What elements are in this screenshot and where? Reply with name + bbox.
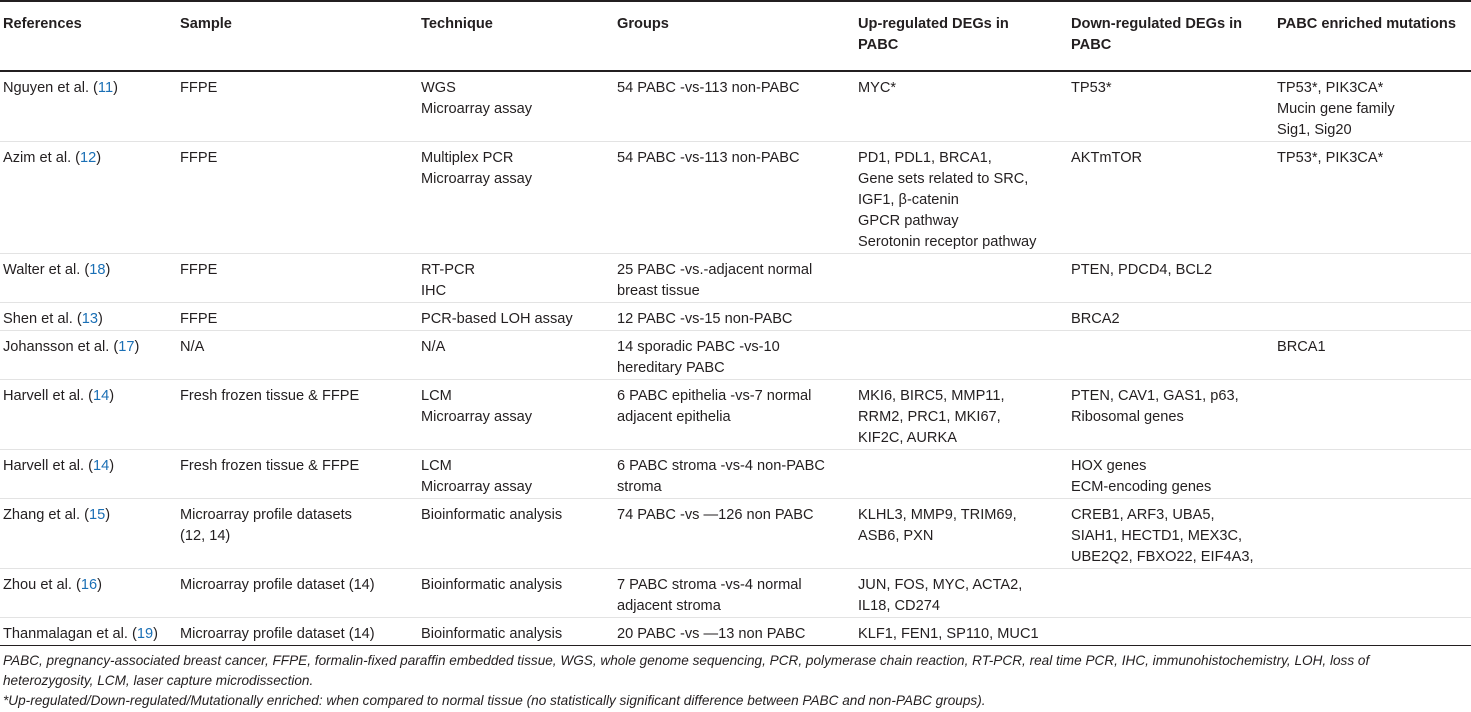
cell-line: Microarray assay	[421, 101, 533, 117]
cell-line: BRCA1	[1277, 339, 1326, 355]
cell-technique	[418, 142, 614, 254]
cell-technique	[418, 569, 614, 618]
reference-author: Zhang et al.	[3, 507, 81, 523]
cell-line: 25 PABC -vs.-adjacent normal	[617, 262, 813, 278]
cell-line: Mucin gene family	[1277, 101, 1395, 117]
cell-technique	[418, 71, 614, 142]
cell-reference: Harvell et al. (14)	[3, 458, 115, 474]
cell-line: 6 PABC stroma -vs-4 non-PABC	[617, 458, 825, 474]
cell-line: ASB6, PXN	[858, 528, 934, 544]
cell-mutations	[1274, 142, 1471, 254]
cell-line: N/A	[421, 339, 446, 355]
cell-groups	[614, 142, 855, 254]
cell-down-regulated	[1068, 450, 1274, 499]
header-mutations: PABC enriched mutations	[1274, 1, 1471, 71]
cell-line: adjacent epithelia	[617, 409, 731, 425]
cell-sample	[177, 499, 418, 569]
cell-line: ECM-encoding genes	[1071, 479, 1212, 495]
cell-line: breast tissue	[617, 283, 700, 299]
cell-line: Fresh frozen tissue & FFPE	[180, 458, 360, 474]
cell-sample	[177, 142, 418, 254]
cell-mutations	[1274, 569, 1471, 618]
cell-line: JUN, FOS, MYC, ACTA2,	[858, 577, 1023, 593]
cell-line: HOX genes	[1071, 458, 1147, 474]
cell-mutations	[1274, 303, 1471, 331]
header-groups: Groups	[614, 1, 855, 71]
cell-down-regulated	[1068, 254, 1274, 303]
cell-line: Bioinformatic analysis	[421, 577, 563, 593]
cell-line: 20 PABC -vs —13 non PABC	[617, 626, 806, 642]
cell-line: MYC*	[858, 80, 897, 96]
cell-groups	[614, 71, 855, 142]
cell-line: Fresh frozen tissue & FFPE	[180, 388, 360, 404]
cell-up-regulated	[855, 142, 1068, 254]
cell-line: Serotonin receptor pathway	[858, 234, 1037, 250]
cell-line: PCR-based LOH assay	[421, 311, 573, 327]
cell-sample	[177, 303, 418, 331]
cell-technique	[418, 499, 614, 569]
cell-sample	[177, 618, 418, 646]
cell-mutations	[1274, 450, 1471, 499]
cell-reference: Harvell et al. (14)	[3, 388, 115, 404]
cell-line: RT-PCR	[421, 262, 476, 278]
cell-up-regulated	[855, 331, 1068, 380]
footnotes	[3, 651, 1463, 711]
reference-author: Johansson et al.	[3, 339, 110, 355]
table-row	[0, 303, 1471, 331]
cell-down-regulated	[1068, 380, 1274, 450]
cell-sample	[177, 450, 418, 499]
cell-line: IHC	[421, 283, 447, 299]
reference-author: Shen et al.	[3, 311, 73, 327]
cell-groups	[614, 380, 855, 450]
reference-author: Nguyen et al.	[3, 80, 89, 96]
cell-line: adjacent stroma	[617, 598, 721, 614]
cell-groups	[614, 450, 855, 499]
cell-down-regulated	[1068, 331, 1274, 380]
cell-line: Bioinformatic analysis	[421, 507, 563, 523]
cell-up-regulated	[855, 71, 1068, 142]
cell-line: Microarray profile dataset (14)	[180, 577, 375, 593]
table-body	[0, 71, 1471, 646]
cell-mutations	[1274, 499, 1471, 569]
cell-reference: Thanmalagan et al. (19)	[3, 626, 158, 642]
cell-line: stroma	[617, 479, 662, 495]
cell-line: Microarray assay	[421, 171, 533, 187]
cell-line: FFPE	[180, 80, 218, 96]
cell-line: 54 PABC -vs-113 non-PABC	[617, 150, 800, 166]
cell-mutations	[1274, 254, 1471, 303]
cell-down-regulated	[1068, 71, 1274, 142]
footnote-abbreviations	[3, 651, 1463, 691]
cell-reference: Zhou et al. (16)	[3, 577, 102, 593]
table-header	[0, 1, 1471, 71]
cell-line: BRCA2	[1071, 311, 1120, 327]
cell-line: KLF1, FEN1, SP110, MUC1	[858, 626, 1039, 642]
cell-line: FFPE	[180, 311, 218, 327]
reference-link[interactable]: 15	[89, 507, 106, 523]
cell-technique	[418, 254, 614, 303]
reference-link[interactable]: 16	[80, 577, 98, 593]
header-sample: Sample	[177, 1, 418, 71]
cell-line: MKI6, BIRC5, MMP11,	[858, 388, 1005, 404]
cell-technique	[418, 618, 614, 646]
cell-up-regulated	[855, 254, 1068, 303]
cell-up-regulated	[855, 569, 1068, 618]
cell-reference: Shen et al. (13)	[3, 311, 103, 327]
footnote-line: PABC, pregnancy-associated breast cancer, FFPE, formalin-fixed paraffin embedded tissue, WGS, whole genome sequencing, PCR, polymerase chain reaction, RT-PCR, real time PCR, IHC, immunohistochemistry, LOH, loss of	[3, 653, 1370, 668]
cell-reference: Nguyen et al. (11)	[3, 80, 118, 96]
cell-technique	[418, 450, 614, 499]
table-row	[0, 71, 1471, 142]
cell-line: CREB1, ARF3, UBA5,	[1071, 507, 1215, 523]
header-row	[0, 1, 1471, 71]
reference-link[interactable]: 14	[93, 388, 110, 404]
cell-line: LCM	[421, 458, 452, 474]
cell-sample	[177, 331, 418, 380]
cell-reference: Zhang et al. (15)	[3, 507, 111, 523]
table-row	[0, 618, 1471, 646]
cell-line: 14 sporadic PABC -vs-10	[617, 339, 780, 355]
reference-link[interactable]: 13	[81, 311, 98, 327]
table-row	[0, 254, 1471, 303]
cell-up-regulated	[855, 303, 1068, 331]
cell-line: Sig1, Sig20	[1277, 122, 1352, 138]
cell-sample	[177, 569, 418, 618]
cell-reference: Johansson et al. (17)	[3, 339, 140, 355]
cell-up-regulated	[855, 499, 1068, 569]
cell-mutations	[1274, 380, 1471, 450]
reference-author: Zhou et al.	[3, 577, 72, 593]
cell-line: Microarray assay	[421, 409, 533, 425]
cell-line: hereditary PABC	[617, 360, 725, 376]
table-row	[0, 569, 1471, 618]
cell-line: KIF2C, AURKA	[858, 430, 957, 446]
cell-groups	[614, 331, 855, 380]
cell-line: (12, 14)	[180, 528, 231, 544]
cell-groups	[614, 303, 855, 331]
reference-link[interactable]: 17	[118, 339, 135, 355]
cell-mutations	[1274, 331, 1471, 380]
cell-line: 74 PABC -vs —126 non PABC	[617, 507, 814, 523]
cell-groups	[614, 569, 855, 618]
cell-line: 54 PABC -vs-113 non-PABC	[617, 80, 800, 96]
reference-link[interactable]: 14	[93, 458, 110, 474]
cell-sample	[177, 380, 418, 450]
cell-down-regulated	[1068, 303, 1274, 331]
cell-line: PD1, PDL1, BRCA1,	[858, 150, 992, 166]
reference-author: Walter et al.	[3, 262, 81, 278]
cell-line: SIAH1, HECTD1, MEX3C,	[1071, 528, 1243, 544]
header-technique: Technique	[418, 1, 614, 71]
cell-sample	[177, 71, 418, 142]
cell-down-regulated	[1068, 569, 1274, 618]
reference-author: Azim et al.	[3, 150, 72, 166]
cell-line: FFPE	[180, 262, 218, 278]
reference-link[interactable]: 19	[136, 626, 154, 642]
footnote-asterisk: *Up-regulated/Down-regulated/Mutationally enriched: when compared to normal tissue (no statistically significant difference between PABC and non-PABC groups).	[3, 693, 986, 708]
cell-down-regulated	[1068, 142, 1274, 254]
cell-line: Microarray assay	[421, 479, 533, 495]
cell-line: WGS	[421, 80, 456, 96]
cell-line: GPCR pathway	[858, 213, 959, 229]
cell-down-regulated	[1068, 618, 1274, 646]
cell-line: IL18, CD274	[858, 598, 940, 614]
cell-line: TP53*, PIK3CA*	[1277, 150, 1384, 166]
reference-author: Thanmalagan et al.	[3, 626, 128, 642]
footnote-line: heterozygosity, LCM, laser capture microdissection.	[3, 673, 314, 688]
cell-line: AKTmTOR	[1071, 150, 1143, 166]
cell-line: TP53*	[1071, 80, 1112, 96]
cell-mutations	[1274, 618, 1471, 646]
cell-reference: Azim et al. (12)	[3, 150, 102, 166]
cell-up-regulated	[855, 380, 1068, 450]
cell-groups	[614, 499, 855, 569]
cell-line: Microarray profile dataset (14)	[180, 626, 375, 642]
reference-link[interactable]: 11	[97, 80, 114, 96]
cell-up-regulated	[855, 618, 1068, 646]
cell-line: TP53*, PIK3CA*	[1277, 80, 1384, 96]
reference-link[interactable]: 12	[80, 150, 97, 166]
cell-up-regulated	[855, 450, 1068, 499]
cell-line: UBE2Q2, FBXO22, EIF4A3,	[1071, 549, 1254, 565]
table-row	[0, 331, 1471, 380]
cell-line: IGF1, β-catenin	[858, 192, 959, 208]
cell-technique	[418, 380, 614, 450]
header-up-regulated: Up-regulated DEGs in PABC	[855, 1, 1068, 71]
table-row	[0, 142, 1471, 254]
cell-line: KLHL3, MMP9, TRIM69,	[858, 507, 1017, 523]
cell-line: RRM2, PRC1, MKI67,	[858, 409, 1001, 425]
reference-author: Harvell et al.	[3, 458, 85, 474]
cell-down-regulated	[1068, 499, 1274, 569]
cell-line: 7 PABC stroma -vs-4 normal	[617, 577, 802, 593]
cell-technique	[418, 303, 614, 331]
cell-line: Gene sets related to SRC,	[858, 171, 1029, 187]
cell-line: FFPE	[180, 150, 218, 166]
table-row	[0, 499, 1471, 569]
cell-groups	[614, 618, 855, 646]
cell-line: Bioinformatic analysis	[421, 626, 563, 642]
cell-technique	[418, 331, 614, 380]
cell-line: Microarray profile datasets	[180, 507, 352, 523]
table-row	[0, 450, 1471, 499]
header-down-regulated: Down-regulated DEGs in PABC	[1068, 1, 1274, 71]
cell-groups	[614, 254, 855, 303]
table-row	[0, 380, 1471, 450]
cell-line: N/A	[180, 339, 205, 355]
reference-author: Harvell et al.	[3, 388, 85, 404]
cell-line: Ribosomal genes	[1071, 409, 1184, 425]
cell-reference: Walter et al. (18)	[3, 262, 111, 278]
reference-link[interactable]: 18	[89, 262, 106, 278]
header-references: References	[0, 1, 177, 71]
cell-line: 12 PABC -vs-15 non-PABC	[617, 311, 793, 327]
cell-sample	[177, 254, 418, 303]
cell-line: LCM	[421, 388, 452, 404]
cell-mutations	[1274, 71, 1471, 142]
cell-line: Multiplex PCR	[421, 150, 514, 166]
cell-line: PTEN, PDCD4, BCL2	[1071, 262, 1213, 278]
cell-line: PTEN, CAV1, GAS1, p63,	[1071, 388, 1239, 404]
cell-line: 6 PABC epithelia -vs-7 normal	[617, 388, 812, 404]
